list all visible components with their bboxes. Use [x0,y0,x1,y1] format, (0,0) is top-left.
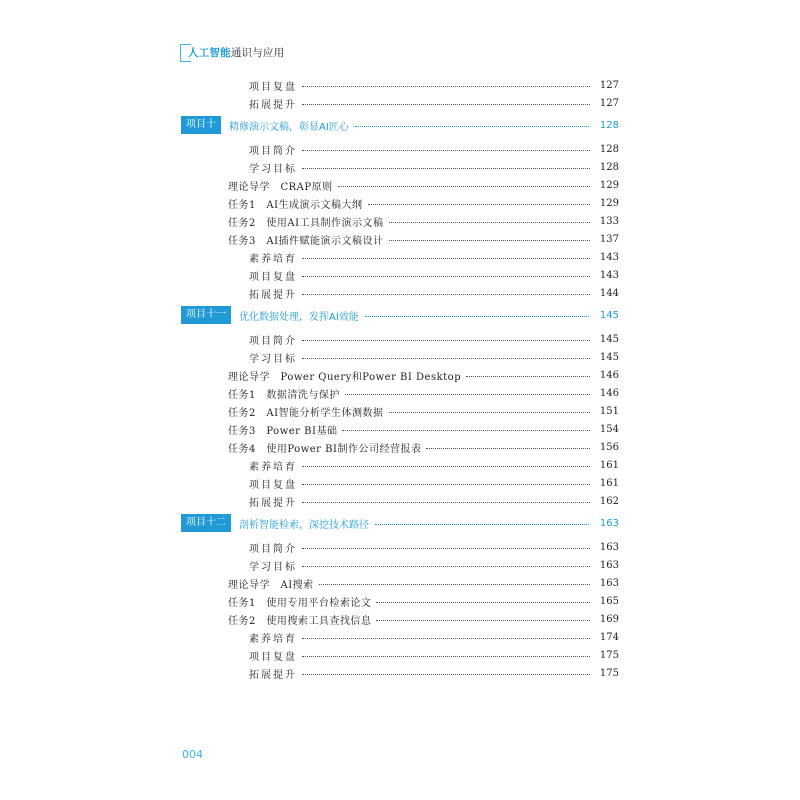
toc-subentry[interactable] [0,664,619,682]
toc-task-entry[interactable] [0,194,619,212]
entry-page-number: 174 [599,631,619,643]
toc-task-entry[interactable] [0,230,619,248]
dot-leader [375,523,589,525]
entry-page-number: 165 [599,595,619,607]
dot-leader [355,125,589,127]
entry-page-number: 154 [599,423,619,435]
toc-task-entry[interactable] [0,402,619,420]
entry-page-number: 145 [599,333,619,345]
entry-label: 任务1 使用专用平台检索论文 [228,597,372,609]
entry-page-number: 133 [599,215,619,227]
dot-leader [345,393,590,395]
entry-label: 拓展提升 [249,669,297,681]
dot-leader [302,565,590,567]
toc-subentry[interactable] [0,456,619,474]
toc-task-entry[interactable] [0,574,619,592]
dot-leader [302,293,590,295]
entry-page-number: 129 [599,179,619,191]
section-badge: 项目十 [181,116,221,134]
entry-label: 项目简介 [249,543,297,555]
toc-subentry[interactable] [0,646,619,664]
section-title: 精修演示文稿，彰显AI匠心 [229,121,349,133]
entry-page-number: 137 [599,233,619,245]
entry-page-number: 161 [599,459,619,471]
entry-label: 理论导学 AI搜索 [228,579,314,591]
entry-label: 任务2 AI智能分析学生体测数据 [228,407,384,419]
entry-label: 任务1 AI生成演示文稿大纲 [228,199,363,211]
dot-leader [466,375,590,377]
toc-subentry[interactable] [0,538,619,556]
entry-page-number: 143 [599,269,619,281]
section-page-number: 128 [599,119,619,131]
toc-subentry[interactable] [0,330,619,348]
toc-subentry[interactable] [0,158,619,176]
toc-section[interactable] [181,513,619,533]
section-badge: 项目十一 [181,306,231,324]
entry-label: 任务1 数据清洗与保护 [228,389,340,401]
dot-leader [302,547,590,549]
toc-section[interactable] [181,305,619,325]
toc-task-entry[interactable] [0,438,619,456]
entry-page-number: 163 [599,559,619,571]
section-page-number: 145 [599,309,619,321]
entry-label: 项目复盘 [249,81,297,93]
dot-leader [389,239,590,241]
toc-task-entry[interactable] [0,366,619,384]
toc-task-entry[interactable] [0,610,619,628]
dot-leader [302,257,590,259]
entry-label: 学习目标 [249,353,297,365]
entry-label: 项目复盘 [249,479,297,491]
toc-subentry[interactable] [0,284,619,302]
entry-label: 任务2 使用AI工具制作演示文稿 [228,217,384,229]
dot-leader [302,167,590,169]
entry-page-number: 145 [599,351,619,363]
dot-leader [302,149,590,151]
entry-page-number: 175 [599,649,619,661]
dot-leader [342,429,590,431]
entry-label: 任务4 使用Power BI制作公司经营报表 [228,443,422,455]
toc-task-entry[interactable] [0,592,619,610]
toc-section[interactable] [181,115,619,135]
entry-page-number: 129 [599,197,619,209]
toc-subentry[interactable] [0,76,619,94]
dot-leader [302,103,590,105]
dot-leader [302,275,590,277]
dot-leader [338,185,590,187]
dot-leader [302,85,590,87]
dot-leader [368,203,590,205]
entry-page-number: 128 [599,161,619,173]
entry-label: 素养培育 [249,461,297,473]
section-page-number: 163 [599,517,619,529]
entry-label: 项目复盘 [249,651,297,663]
toc-subentry[interactable] [0,94,619,112]
entry-page-number: 127 [599,97,619,109]
entry-page-number: 146 [599,387,619,399]
entry-page-number: 156 [599,441,619,453]
dot-leader [389,411,590,413]
toc-subentry[interactable] [0,248,619,266]
toc-task-entry[interactable] [0,420,619,438]
dot-leader [302,465,590,467]
entry-page-number: 162 [599,495,619,507]
dot-leader [376,619,590,621]
entry-label: 拓展提升 [249,289,297,301]
toc-subentry[interactable] [0,348,619,366]
entry-label: 理论导学 CRAP原则 [228,181,333,193]
dot-leader [426,447,590,449]
entry-page-number: 161 [599,477,619,489]
dot-leader [302,339,590,341]
entry-label: 项目简介 [249,145,297,157]
dot-leader [302,357,590,359]
book-title-rest: 通识与应用 [230,47,285,59]
entry-label: 项目简介 [249,335,297,347]
dot-leader [365,315,589,317]
entry-page-number: 175 [599,667,619,679]
dot-leader [302,501,590,503]
section-title: 剖析智能检索，深挖技术路径 [239,519,369,531]
toc-subentry[interactable] [0,492,619,510]
section-title: 优化数据处理，发挥AI效能 [239,311,359,323]
dot-leader [319,583,590,585]
toc-task-entry[interactable] [0,212,619,230]
entry-page-number: 144 [599,287,619,299]
dot-leader [376,601,590,603]
entry-label: 拓展提升 [249,99,297,111]
entry-label: 理论导学 Power Query和Power BI Desktop [228,371,462,383]
toc-task-entry[interactable] [0,384,619,402]
entry-page-number: 128 [599,143,619,155]
dot-leader [302,673,590,675]
entry-label: 素养培育 [249,253,297,265]
toc-subentry[interactable] [0,556,619,574]
entry-label: 拓展提升 [249,497,297,509]
dot-leader [389,221,590,223]
dot-leader [302,483,590,485]
entry-page-number: 163 [599,541,619,553]
entry-page-number: 169 [599,613,619,625]
entry-label: 任务2 使用搜索工具查找信息 [228,615,372,627]
entry-label: 学习目标 [249,163,297,175]
entry-page-number: 151 [599,405,619,417]
book-title-highlight: 人工智能 [188,47,231,59]
toc-subentry[interactable] [0,628,619,646]
dot-leader [302,655,590,657]
entry-label: 素养培育 [249,633,297,645]
toc-subentry[interactable] [0,474,619,492]
entry-page-number: 143 [599,251,619,263]
dot-leader [302,637,590,639]
entry-label: 学习目标 [249,561,297,573]
page-number: 004 [182,748,203,761]
toc-subentry[interactable] [0,266,619,284]
section-badge: 项目十二 [181,514,231,532]
entry-label: 任务3 Power BI基础 [228,425,338,437]
entry-page-number: 146 [599,369,619,381]
toc-subentry[interactable] [0,140,619,158]
toc-task-entry[interactable] [0,176,619,194]
entry-page-number: 127 [599,79,619,91]
entry-label: 项目复盘 [249,271,297,283]
entry-label: 任务3 AI插件赋能演示文稿设计 [228,235,384,247]
entry-page-number: 163 [599,577,619,589]
